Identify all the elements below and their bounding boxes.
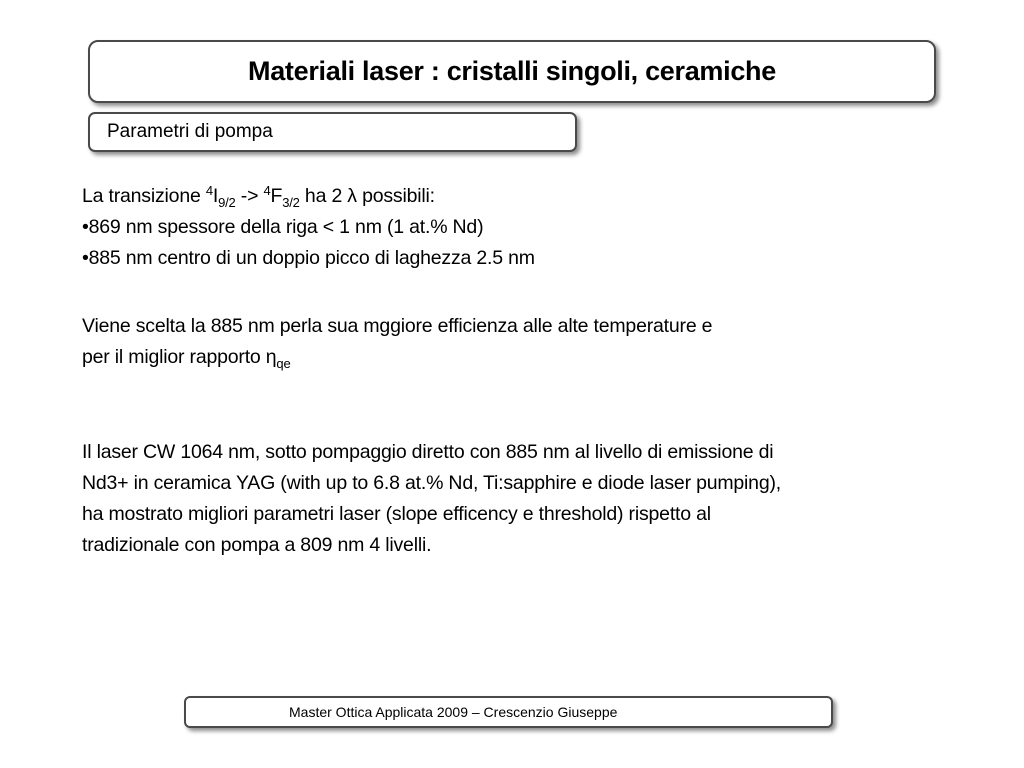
footer-text: Master Ottica Applicata 2009 – Crescenzio Giuseppe — [289, 704, 618, 720]
choice-paragraph — [82, 311, 712, 373]
level1-subscript: 9/2 — [218, 195, 236, 210]
slide-title-box — [88, 40, 936, 103]
bullet-item: •885 nm centro di un doppio picco di laghezza 2.5 nm — [82, 247, 535, 269]
level2-subscript: 3/2 — [282, 195, 300, 210]
transition-arrow: -> — [235, 185, 264, 207]
level1-superscript: 4 — [205, 183, 213, 198]
transition-line — [82, 181, 535, 212]
slide-title: Materiali laser : cristalli singoli, ceramiche — [248, 56, 776, 86]
paragraph-line: Nd3+ in ceramica YAG (with up to 6.8 at.% Nd, Ti:sapphire e diode laser pumping), — [82, 472, 781, 494]
ratio-text: per il miglior rapporto η — [82, 346, 277, 368]
transition-block — [82, 181, 535, 274]
transition-prefix: La transizione — [82, 185, 206, 207]
slide-subtitle-box — [88, 112, 577, 152]
paragraph-line: ha mostrato migliori parametri laser (slope efficency e threshold) rispetto al — [82, 503, 711, 525]
footer-box — [184, 696, 833, 728]
level1-term: I — [212, 185, 219, 207]
laser-paragraph — [82, 437, 781, 561]
bullet-item: •869 nm spessore della riga < 1 nm (1 at.% Nd) — [82, 216, 484, 238]
transition-suffix: ha 2 λ possibili: — [299, 185, 435, 207]
paragraph-line: Il laser CW 1064 nm, sotto pompaggio diretto con 885 nm al livello di emissione di — [82, 441, 774, 463]
paragraph-line: tradizionale con pompa a 809 nm 4 livelli. — [82, 534, 432, 556]
level2-term: F — [270, 185, 283, 207]
paragraph-line — [82, 342, 712, 373]
level2-superscript: 4 — [263, 183, 271, 198]
eta-subscript: qe — [276, 356, 291, 371]
paragraph-line: Viene scelta la 885 nm perla sua mggiore efficienza alle alte temperature e — [82, 315, 713, 337]
slide-subtitle: Parametri di pompa — [107, 121, 273, 142]
